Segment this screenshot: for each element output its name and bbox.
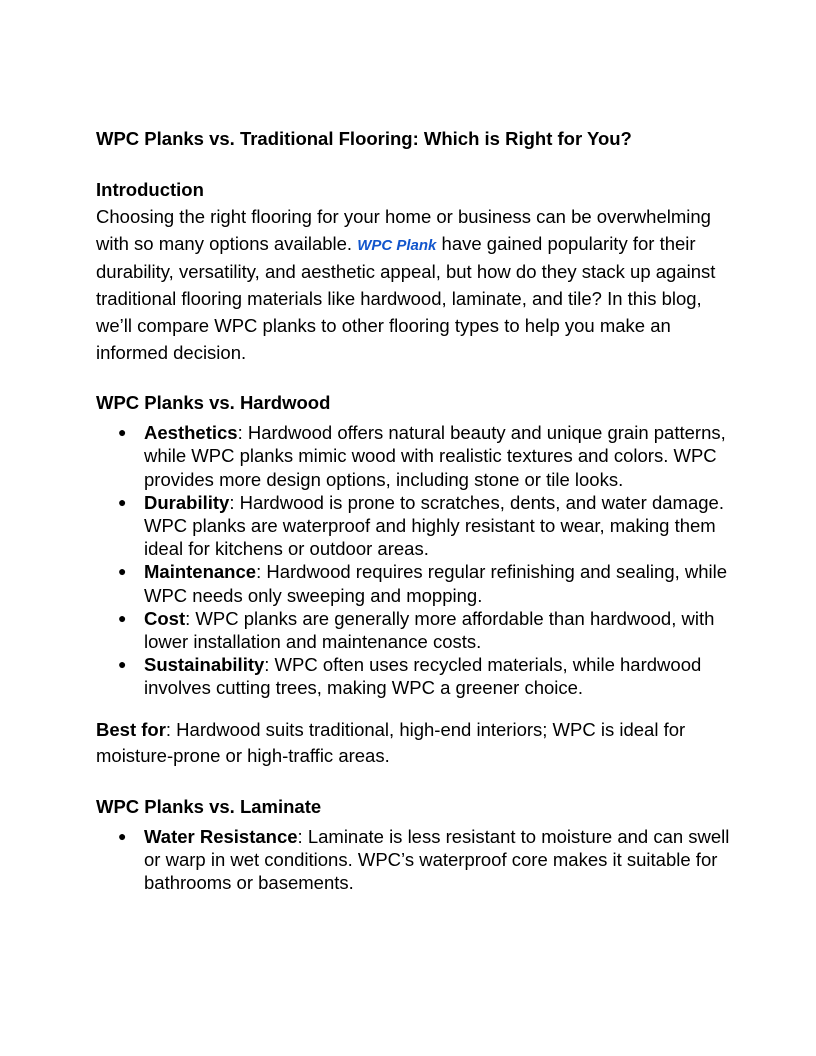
best-for-paragraph xyxy=(96,717,736,770)
item-term: Cost xyxy=(144,607,186,629)
list-item xyxy=(118,653,736,699)
best-for-text: : Hardwood suits traditional, high-end interiors; WPC is ideal for moisture-prone or high-traffic areas. xyxy=(96,718,686,767)
list-item xyxy=(118,421,736,491)
document-title: WPC Planks vs. Traditional Flooring: Which is Right for You? xyxy=(96,128,632,149)
list-item xyxy=(118,825,736,895)
intro-text-after-link: have gained popularity for their durability, versatility, and aesthetic appeal, but how do they stack up against traditional flooring materials like hardwood, laminate, and tile? In this blog, we’ll compare WPC planks to other flooring types to help you make an informed decision. xyxy=(96,232,716,363)
item-term: Maintenance xyxy=(144,561,257,583)
bullet-icon: ● xyxy=(118,424,127,441)
item-term: Sustainability xyxy=(144,654,265,676)
list-item xyxy=(118,607,736,653)
item-term: Durability xyxy=(144,491,230,513)
best-for-label: Best for xyxy=(96,718,166,740)
bullet-icon: ● xyxy=(118,493,127,510)
item-text: : Hardwood is prone to scratches, dents, and water damage. WPC planks are waterproof and highly resistant to wear, making them ideal for kitchens or outdoor areas. xyxy=(144,491,724,560)
bullet-icon: ● xyxy=(118,656,127,673)
introduction-paragraph xyxy=(96,204,736,366)
laminate-list xyxy=(96,825,736,895)
list-item xyxy=(118,491,736,561)
item-term: Aesthetics xyxy=(144,422,238,444)
hardwood-list xyxy=(96,421,736,699)
wpc-plank-link[interactable]: WPC Plank xyxy=(357,236,437,254)
document-content xyxy=(96,127,736,895)
item-text: : WPC planks are generally more affordable than hardwood, with lower installation and maintenance costs. xyxy=(144,607,715,653)
hardwood-heading: WPC Planks vs. Hardwood xyxy=(96,392,331,414)
list-item xyxy=(118,560,736,606)
item-text: : Hardwood requires regular refinishing and sealing, while WPC needs only sweeping and mopping. xyxy=(144,561,728,606)
item-text: : Hardwood offers natural beauty and unique grain patterns, while WPC planks mimic wood with realistic textures and colors. WPC provides more design options, including stone or tile looks. xyxy=(144,422,726,490)
bullet-icon: ● xyxy=(118,563,127,580)
introduction-heading: Introduction xyxy=(96,179,204,200)
bullet-icon: ● xyxy=(118,828,127,845)
item-text: : WPC often uses recycled materials, while hardwood involves cutting trees, making WPC a greener choice. xyxy=(144,654,702,699)
item-text: : Laminate is less resistant to moisture and can swell or warp in wet conditions. WPC’s waterproof core makes it suitable for bathrooms or basements. xyxy=(144,826,730,894)
item-term: Water Resistance xyxy=(144,826,298,848)
bullet-icon: ● xyxy=(118,609,127,626)
intro-text-before-link: Choosing the right flooring for your home or business can be overwhelming with so many options available. xyxy=(96,206,711,254)
laminate-heading: WPC Planks vs. Laminate xyxy=(96,796,322,818)
